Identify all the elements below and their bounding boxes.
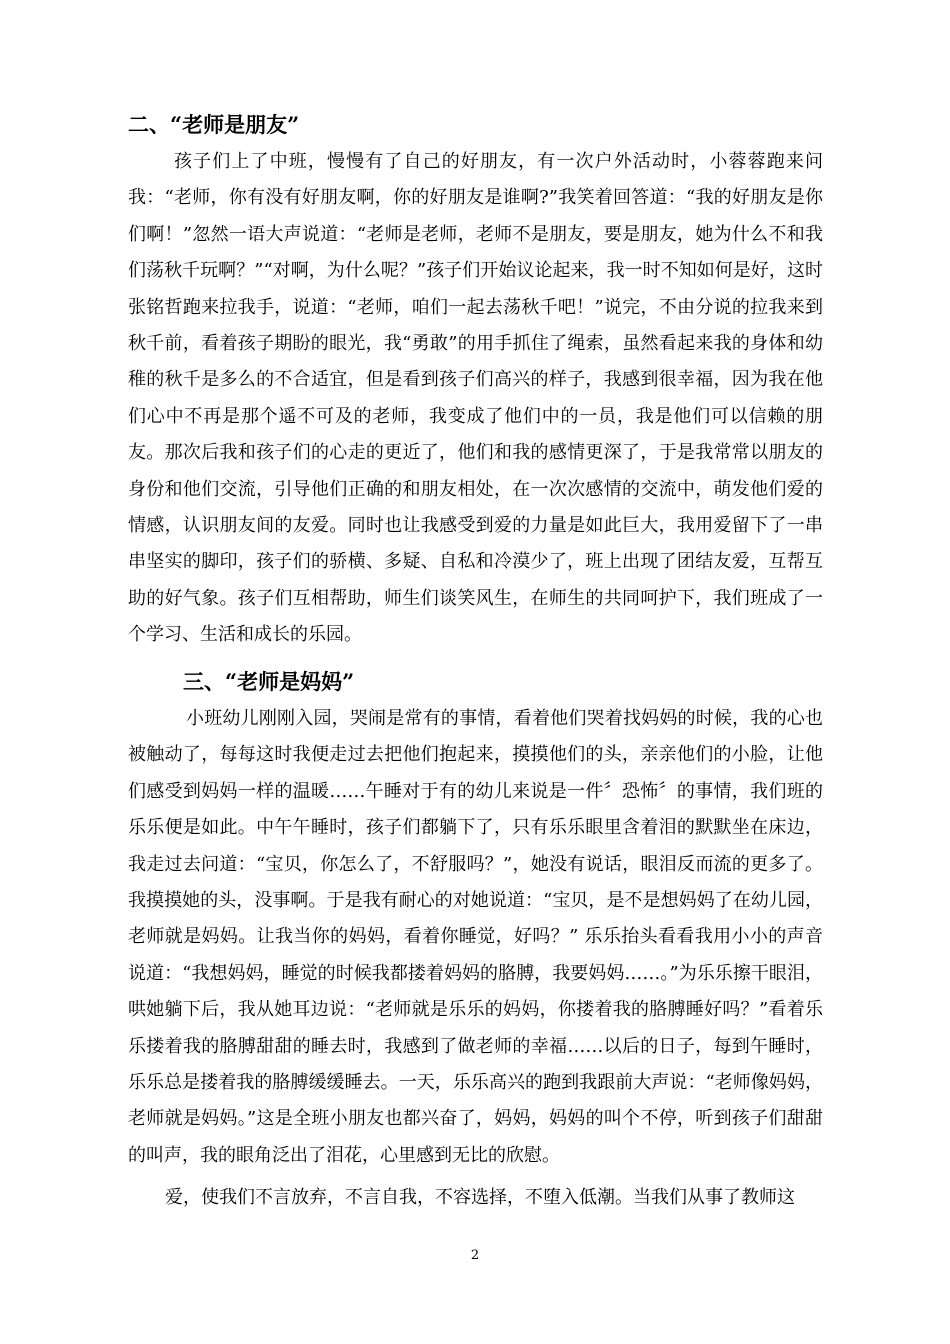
section-heading-teacher-is-friend: 二、“老师是朋友” [128,112,300,137]
paragraph-closing: 爱，使我们不言放弃，不言自我，不容选择，不堕入低潮。当我们从事了教师这 [165,1187,795,1208]
paragraph-teacher-is-friend: 孩子们上了中班，慢慢有了自己的好朋友，有一次户外活动时，小蓉蓉跑来问我：“老师，你有没有好朋友啊，你的好朋友是谁啊?”我笑着回答道：“我的好朋友是你们啊！”忽然一语大声说道：“老师是老师，老师不是朋友，要是朋友，她为什么不和我们荡秋千玩啊？”“对啊，为什么呢？”孩子们开始议论起来，我一时不知如何是好，这时张铭哲跑来拉我手，说道：“老师，咱们一起去荡秋千吧！”说完，不由分说的拉我来到秋千前，看着孩子期盼的眼光，我“勇敢”的用手抓住了绳索，虽然看起来我的身体和幼稚的秋千是多么的不合适宜，但是看到孩子们高兴的样子，我感到很幸福，因为我在他们心中不再是那个遥不可及的老师，我变成了他们中的一员，我是他们可以信赖的朋友。那次后我和孩子们的心走的更近了，他们和我的感情更深了，于是我常常以朋友的身份和他们交流，引导他们正确的和朋友相处，在一次次感情的交流中，萌发他们爱的情感，认识朋友间的友爱。同时也让我感受到爱的力量是如此巨大，我用爱留下了一串串坚实的脚印，孩子们的骄横、多疑、自私和冷漠少了，班上出现了团结友爱，互帮互助的好气象。孩子们互相帮助，师生们谈笑风生，在师生的共同呵护下，我们班成了一个学习、生活和成长的乐园。 [128,151,823,646]
paragraph-teacher-is-mother: 小班幼儿刚刚入园，哭闹是常有的事情，看着他们哭着找妈妈的时候，我的心也被触动了，每每这时我便走过去把他们抱起来，摸摸他们的头，亲亲他们的小脸，让他们感受到妈妈一样的温暖……午睡对于有的幼儿来说是一件〞恐怖〞的事情，我们班的乐乐便是如此。中午午睡时，孩子们都躺下了，只有乐乐眼里含着泪的默默坐在床边，我走过去问道：“宝贝，你怎么了，不舒服吗？”，她没有说话，眼泪反而流的更多了。我摸摸她的头，没事啊。于是我有耐心的对她说道：“宝贝，是不是想妈妈了在幼儿园，老师就是妈妈。让我当你的妈妈，看着你睡觉，好吗？” 乐乐抬头看看我用小小的声音说道：“我想妈妈，睡觉的时候我都搂着妈妈的胳膊，我要妈妈……。”为乐乐擦干眼泪，哄她躺下后，我从她耳边说：“老师就是乐乐的妈妈，你搂着我的胳膊睡好吗？”看着乐乐搂着我的胳膊甜甜的睡去时，我感到了做老师的幸福……以后的日子，每到午睡时，乐乐总是搂着我的胳膊缓缓睡去。一天，乐乐高兴的跑到我跟前大声说：“老师像妈妈，老师就是妈妈。”这是全班小朋友也都兴奋了，妈妈，妈妈的叫个不停，听到孩子们甜甜的叫声，我的眼角泛出了泪花，心里感到无比的欣慰。 [128,708,823,1166]
section-heading-teacher-is-mother: 三、“老师是妈妈” [183,669,355,694]
page-number: 2 [470,1248,480,1263]
